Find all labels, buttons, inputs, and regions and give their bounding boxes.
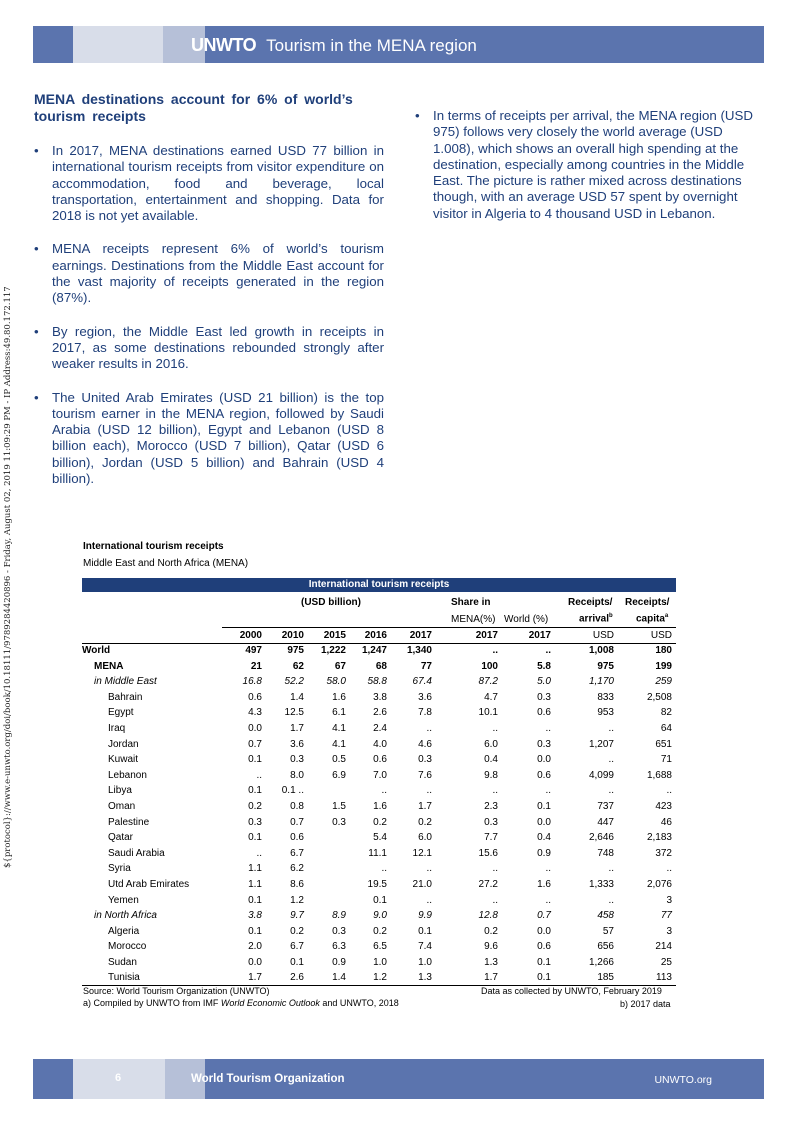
table-cell: 7.7 (484, 832, 498, 844)
table-cell: 0.3 (418, 754, 432, 766)
table-cell: 748 (597, 847, 614, 859)
row-label: Libya (108, 785, 132, 797)
table-cell: 27.2 (478, 878, 498, 890)
table-band-header: International tourism receipts (82, 578, 676, 592)
table-cell: 651 (655, 738, 672, 750)
table-cell: 214 (655, 941, 672, 953)
table-cell: 0.1 (290, 956, 304, 968)
table-cell: 0.6 (537, 707, 551, 719)
table-cell: 0.3 (248, 816, 262, 828)
table-cell: 833 (597, 691, 614, 703)
column-header: 2010 (281, 630, 304, 641)
table-cell: 1,340 (406, 645, 432, 656)
right-bullet-list (415, 108, 760, 222)
table-cell: 0.1 (248, 894, 262, 906)
table-cell: 1.4 (332, 972, 346, 984)
table-row (82, 675, 676, 691)
table-cell: 6.2 (290, 863, 304, 875)
bullet-text: By region, the Middle East led growth in receipts in 2017, as some destinations rebounded strongly after weaker results in 2016. (52, 323, 384, 372)
table-cell: 0.1 (418, 925, 432, 937)
row-label: Qatar (108, 832, 134, 844)
table-row (82, 894, 676, 910)
page-footer (33, 1059, 764, 1099)
table-cell: 9.7 (290, 910, 304, 922)
table-cell: 0.7 (537, 910, 551, 922)
table-cell: .. (492, 645, 498, 656)
table-cell: 2.4 (373, 722, 387, 734)
table-cell: 21 (250, 660, 262, 672)
table-cell: 0.4 (484, 754, 498, 766)
row-label: Iraq (108, 722, 126, 734)
receipts-capita-label-2: capita$^a$ (636, 613, 669, 625)
table-cell: .. (608, 722, 614, 734)
table-cell: 11.1 (368, 847, 387, 859)
row-label: Morocco (108, 941, 147, 953)
table-cell: .. (608, 894, 614, 906)
table-cell: .. (381, 863, 387, 875)
table-row (82, 925, 676, 941)
table-cell: 2.6 (373, 707, 387, 719)
table-cell: .. (666, 863, 672, 875)
row-label: Bahrain (108, 691, 143, 703)
right-column (415, 108, 760, 239)
table-cell: 737 (597, 800, 614, 812)
table-cell: 1,266 (588, 956, 614, 968)
header-title (191, 35, 477, 56)
table-cell: .. (545, 645, 551, 656)
footer-url: UNWTO.org (654, 1074, 712, 1086)
table-cell: 4.3 (248, 707, 262, 719)
table-cell: 0.9 (332, 956, 346, 968)
table-cell: 1.3 (484, 956, 498, 968)
table-cell: 68 (375, 660, 387, 672)
table-cell: 2.6 (290, 972, 304, 984)
bullet-item (34, 324, 384, 373)
table-cell: 0.2 (290, 925, 304, 937)
table-cell: 25 (660, 956, 672, 968)
row-label: Jordan (108, 738, 139, 750)
table-cell: 0.2 (248, 800, 262, 812)
table-cell: 2.3 (484, 800, 498, 812)
table-cell: 1,170 (588, 676, 614, 688)
table-cell: 0.0 (248, 956, 262, 968)
table-cell: 2,646 (588, 832, 614, 844)
table-cell: .. (545, 863, 551, 875)
table-cell: 0.7 (290, 816, 304, 828)
table-cell: .. (381, 785, 387, 797)
table-cell: 5.8 (537, 660, 551, 672)
row-label: Yemen (108, 894, 139, 906)
table-cell: 1.6 (332, 691, 346, 703)
table-cell: 1,333 (588, 878, 614, 890)
table-cell: 6.7 (290, 847, 304, 859)
table-cell: 0.1 (373, 894, 387, 906)
footer-org: World Tourism Organization (191, 1073, 345, 1085)
unwto-logo-text: UNWTO (191, 35, 257, 55)
table-cell: 1,008 (588, 645, 614, 656)
table-cell: 0.5 (332, 754, 346, 766)
row-label: MENA (94, 660, 124, 672)
page-number: 6 (115, 1072, 122, 1084)
table-cell: 8.0 (290, 769, 304, 781)
table-cell: 46 (660, 816, 672, 828)
bullet-text: MENA receipts represent 6% of world’s tourism earnings. Destinations from the Middle East account for the vast majority of receipts generated in the region (87%). (52, 241, 384, 306)
table-cell: 100 (481, 660, 498, 672)
table-cell: 0.0 (537, 925, 551, 937)
table-cell: 4.6 (418, 738, 432, 750)
bullet-text: In terms of receipts per arrival, the MENA region (USD 975) follows very closely the world average (USD 1.008), which shows an overall high spending at the destination, especially among countries in the Middle East. The picture is rather mixed across destinations though, with an average USD 57 spent by overnight visitor in Algeria to 4 thousand USD in Lebanon. (433, 108, 753, 221)
table-cell: 3.6 (418, 691, 432, 703)
table-cell: 77 (420, 660, 432, 672)
table-row (82, 769, 676, 785)
table-title: International tourism receipts (83, 541, 224, 552)
table-cell: 12.8 (478, 910, 498, 922)
table-cell: 1,688 (646, 769, 672, 781)
table-cell: 0.1 (248, 754, 262, 766)
table-cell: 9.8 (484, 769, 498, 781)
table-cell: 497 (245, 645, 262, 656)
table-cell: 185 (597, 972, 614, 984)
table-cell: 0.3 (537, 738, 551, 750)
row-label: Egypt (108, 707, 134, 719)
table-cell: 113 (656, 972, 672, 984)
usd-billion-label: (USD billion) (301, 597, 361, 608)
table-cell: 0.3 (484, 816, 498, 828)
table-row (82, 816, 676, 832)
table-cell: 3.8 (373, 691, 387, 703)
table-cell: 0.1 (537, 972, 551, 984)
table-cell: 6.7 (290, 941, 304, 953)
table-cell: .. (666, 785, 672, 797)
table-cell: 0.1 (537, 956, 551, 968)
table-cell: 7.8 (418, 707, 432, 719)
table-cell: 3 (666, 925, 672, 937)
bullet-dot: • (415, 108, 420, 123)
table-cell: 1.7 (484, 972, 498, 984)
table-cell: .. (426, 722, 432, 734)
table-cell: 0.0 (537, 754, 551, 766)
section-heading: MENA destinations account for 6% of world’s tourism receipts (34, 91, 353, 124)
table-cell: 9.9 (418, 910, 432, 922)
mena-pct-label: MENA(%) (451, 614, 496, 625)
header-divider (222, 627, 676, 628)
table-row (82, 722, 676, 738)
table-cell: 52.2 (284, 676, 304, 688)
table-cell: 1.0 (418, 956, 432, 968)
table-cell: 15.6 (478, 847, 498, 859)
bullet-text: The United Arab Emirates (USD 21 billion) is the top tourism earner in the MENA region, followed by Saudi Arabia (USD 12 billion), Egypt and Lebanon (USD 8 billion each), Morocco (USD 7 billion), Qatar (USD 6 billion), Jordan (USD 5 billion) and Bahrain (USD 4 billion). (52, 389, 384, 487)
table-cell: 0.6 (248, 691, 262, 703)
table-row (82, 831, 676, 847)
table-cell: 4,099 (588, 769, 614, 781)
table-row (82, 738, 676, 754)
bullet-dot: • (34, 143, 39, 158)
table-row (82, 753, 676, 769)
bullet-text: In 2017, MENA destinations earned USD 77 billion in international tourism receipts from visitor expenditure on accommodation, food and beverage, local transportation, entertainment and shopping. Data for 2018 is not yet available. (52, 143, 384, 224)
table-footnote-a: a) Compiled by UNWTO from IMF World Economic Outlook and UNWTO, 2018 (83, 998, 399, 1008)
table-cell: 5.4 (373, 832, 387, 844)
table-cell: 0.9 (537, 847, 551, 859)
table-cell: 0.2 (373, 925, 387, 937)
table-cell: 4.7 (484, 691, 498, 703)
page-header (33, 26, 764, 63)
table-cell: 0.1 (248, 785, 262, 797)
table-cell: 4.0 (373, 738, 387, 750)
table-cell: .. (256, 847, 262, 859)
table-cell: 423 (655, 800, 672, 812)
row-label: World (82, 645, 111, 656)
table-cell: 2,183 (646, 832, 672, 844)
table-cell: 372 (655, 847, 672, 859)
table-cell: 0.3 (290, 754, 304, 766)
table-source: Source: World Tourism Organization (UNWTO) (83, 986, 270, 996)
table-cell: 9.0 (373, 910, 387, 922)
table-cell: 19.5 (367, 878, 387, 890)
bullet-dot: • (34, 241, 39, 257)
bullet-item (34, 241, 384, 306)
table-cell: .. (608, 863, 614, 875)
table-cell: 7.6 (418, 769, 432, 781)
bullet-item (34, 143, 384, 224)
table-cell: 975 (597, 660, 614, 672)
table-cell: 6.5 (373, 941, 387, 953)
table-cell: 0.3 (332, 816, 346, 828)
table-cell: 3.6 (290, 738, 304, 750)
table-cell: 1,207 (588, 738, 614, 750)
table-cell: 67 (334, 660, 346, 672)
table-cell: 1.0 (373, 956, 387, 968)
table-cell: 3.8 (248, 910, 262, 922)
table-cell: 8.6 (290, 878, 304, 890)
table-cell: .. (492, 722, 498, 734)
table-cell: 0.3 (537, 691, 551, 703)
table-cell: 0.3 (332, 925, 346, 937)
table-cell: 7.4 (418, 941, 432, 953)
column-header: 2015 (323, 630, 346, 641)
left-bullet-list (34, 143, 384, 487)
table-cell: 180 (655, 645, 672, 656)
column-header: 2017 (528, 630, 551, 641)
table-cell: 0.6 (290, 832, 304, 844)
table-cell: 1.7 (418, 800, 432, 812)
superscript-b: b (609, 613, 613, 619)
table-cell: 0.2 (418, 816, 432, 828)
column-header: 2000 (239, 630, 262, 641)
table-cell: 1.1 (248, 863, 262, 875)
column-header: 2017 (409, 630, 432, 641)
table-cell: 0.4 (537, 832, 551, 844)
table-cell: 77 (660, 910, 672, 922)
header-pale-block (73, 26, 163, 63)
table-cell: 12.5 (284, 707, 304, 719)
left-column (34, 91, 384, 504)
table-cell: 0.2 (484, 925, 498, 937)
table-cell: 458 (597, 910, 614, 922)
table-cell: 1.2 (373, 972, 387, 984)
bullet-item (34, 390, 384, 488)
table-cell: 87.2 (478, 676, 498, 688)
table-cell: 2,508 (646, 691, 672, 703)
table-cell: 6.3 (332, 941, 346, 953)
table-row (82, 862, 676, 878)
table-cell: 58.8 (367, 676, 387, 688)
table-cell: 64 (660, 722, 672, 734)
table-cell: 4.1 (332, 738, 346, 750)
table-cell: 0.6 (537, 941, 551, 953)
table-cell: .. (426, 894, 432, 906)
table-row (82, 940, 676, 956)
table-cell: .. (492, 894, 498, 906)
table-cell: 1.2 (290, 894, 304, 906)
table-cell: .. (608, 785, 614, 797)
row-label: Kuwait (108, 754, 139, 766)
table-cell: .. (492, 785, 498, 797)
table-cell: 6.9 (332, 769, 346, 781)
table-cell: 4.1 (332, 722, 346, 734)
table-cell: 0.8 (290, 800, 304, 812)
table-cell: 16.8 (242, 676, 262, 688)
table-row (82, 644, 676, 660)
table-cell: 1.1 (248, 878, 262, 890)
receipts-arrival-label: Receipts/ (568, 597, 613, 608)
table-cell: 6.1 (332, 707, 346, 719)
table-cell: 0.2 (373, 816, 387, 828)
table-row (82, 784, 676, 800)
world-pct-label: World (%) (504, 614, 549, 625)
table-cell: 0.1 (537, 800, 551, 812)
header-title-text: Tourism in the MENA region (266, 36, 477, 55)
table-cell: 1.6 (537, 878, 551, 890)
table-cell: 58.0 (326, 676, 346, 688)
table-cell: 656 (597, 941, 614, 953)
column-header: 2017 (475, 630, 498, 641)
share-in-label: Share in (451, 597, 491, 608)
table-cell: 62 (292, 660, 304, 672)
row-label: Syria (108, 863, 131, 875)
table-cell: 0.6 (373, 754, 387, 766)
table-cell: 953 (597, 707, 614, 719)
table-cell: 199 (655, 660, 672, 672)
table-cell: .. (426, 863, 432, 875)
table-cell: 12.1 (412, 847, 432, 859)
table-cell: 0.1 .. (281, 785, 304, 797)
table-body (82, 644, 676, 987)
table-cell: 1.7 (248, 972, 262, 984)
table-cell: 3 (666, 894, 672, 906)
table-cell: 8.9 (332, 910, 346, 922)
table-cell: 67.4 (412, 676, 432, 688)
table-cell: .. (545, 785, 551, 797)
row-label: Utd Arab Emirates (108, 878, 190, 890)
table-cell: 71 (660, 754, 672, 766)
bullet-dot: • (34, 323, 39, 339)
receipts-arrival-label-2: arrival$^b$ (579, 613, 613, 625)
column-header: 2016 (364, 630, 387, 641)
column-header: USD (592, 630, 614, 641)
table-cell: 57 (602, 925, 614, 937)
table-row (82, 800, 676, 816)
row-label: Palestine (108, 816, 150, 828)
table-cell: 1,247 (361, 645, 387, 656)
table-cell: .. (545, 722, 551, 734)
table-cell: 5.0 (537, 676, 551, 688)
table-row (82, 847, 676, 863)
table-cell: .. (426, 785, 432, 797)
table-row (82, 706, 676, 722)
table-cell: 259 (655, 676, 672, 688)
table-cell: .. (256, 769, 262, 781)
receipts-capita-label: Receipts/ (625, 597, 670, 608)
bullet-item (415, 108, 760, 222)
table-cell: 1,222 (320, 645, 346, 656)
table-cell: 1.7 (290, 722, 304, 734)
table-cell: 1.6 (373, 800, 387, 812)
table-cell: 2.0 (248, 941, 262, 953)
row-label: Saudi Arabia (108, 847, 165, 859)
table-row (82, 660, 676, 676)
row-label: Sudan (108, 956, 137, 968)
table-cell: 0.1 (248, 925, 262, 937)
row-label: Algeria (108, 925, 140, 937)
table-subtitle: Middle East and North Africa (MENA) (83, 558, 249, 569)
row-label: Tunisia (108, 972, 140, 984)
table-row (82, 691, 676, 707)
superscript-a: a (664, 613, 669, 619)
table-cell: 0.7 (248, 738, 262, 750)
table-cell: 10.1 (478, 707, 498, 719)
table-cell: 975 (287, 645, 304, 656)
column-header: USD (650, 630, 672, 641)
row-label: in Middle East (94, 676, 157, 688)
table-cell: 0.1 (248, 832, 262, 844)
row-label: Oman (108, 800, 136, 812)
table-cell: 0.0 (248, 722, 262, 734)
table-footnote-b: b) 2017 data (620, 999, 671, 1009)
table-cell: 1.5 (332, 800, 346, 812)
table-cell: 6.0 (484, 738, 498, 750)
table-cell: 9.6 (484, 941, 498, 953)
row-label: Lebanon (108, 769, 147, 781)
table-cell: 6.0 (418, 832, 432, 844)
table-row (82, 909, 676, 925)
table-cell: 7.0 (373, 769, 387, 781)
table-cell: 2,076 (646, 878, 672, 890)
table-cell: 0.0 (537, 816, 551, 828)
table-row (82, 878, 676, 894)
table-cell: .. (545, 894, 551, 906)
table-cell: .. (608, 754, 614, 766)
bullet-dot: • (34, 389, 39, 405)
table-row (82, 956, 676, 972)
row-label: in North Africa (94, 910, 157, 922)
table-cell: 447 (597, 816, 614, 828)
table-cell: 82 (660, 707, 672, 719)
table-cell: .. (492, 863, 498, 875)
table-cell: 0.6 (537, 769, 551, 781)
table-data-note: Data as collected by UNWTO, February 2019 (481, 986, 662, 996)
table-cell: 1.4 (290, 691, 304, 703)
table-cell: 1.3 (418, 972, 432, 984)
table-cell: 21.0 (412, 878, 432, 890)
